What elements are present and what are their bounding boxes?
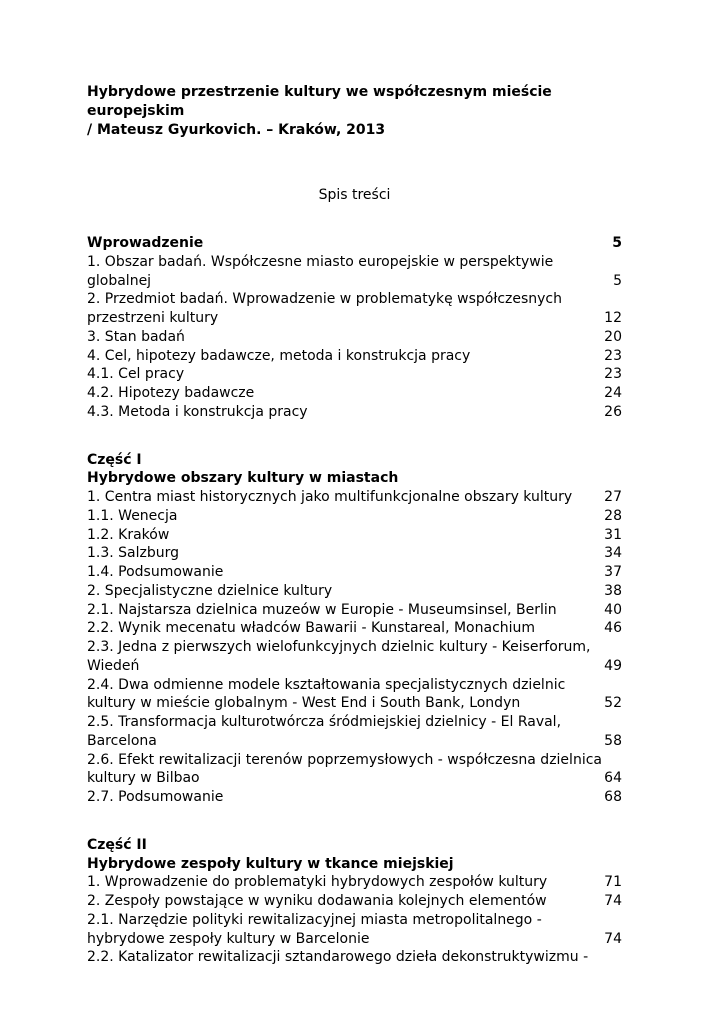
toc-page-number: 12 — [604, 310, 622, 326]
toc-entry-text: Wiedeń — [87, 657, 140, 674]
toc-page-number: 74 — [604, 893, 622, 909]
toc-entry-text: hybrydowe zespoły kultury w Barcelonie — [87, 930, 370, 947]
toc-entry — [87, 488, 622, 507]
toc-page-number: 64 — [604, 770, 622, 787]
toc-page-number: 58 — [604, 732, 622, 749]
toc-entry-text: globalnej — [87, 272, 152, 289]
toc-entry — [87, 788, 622, 807]
toc-entry — [87, 582, 622, 601]
toc-entry — [87, 290, 622, 328]
toc-page-number: 31 — [604, 526, 622, 543]
toc-section — [87, 451, 622, 807]
toc-heading: Spis treści — [318, 187, 391, 203]
toc-section — [87, 836, 622, 967]
toc-page-number: 52 — [604, 695, 622, 712]
toc-entry-text: 2. Zespoły powstające w wyniku dodawania kolejnych elementów — [87, 893, 547, 909]
toc-entry — [87, 365, 622, 384]
toc-entry-text: 4.3. Metoda i konstrukcja pracy — [87, 403, 308, 420]
toc-entry-text: 2.6. Efekt rewitalizacji terenów poprzemysłowych - współczesna dzielnica — [87, 751, 602, 768]
toc-entry-text: przestrzeni kultury — [87, 310, 219, 326]
toc-entry-text: 1.4. Podsumowanie — [87, 564, 224, 580]
toc-entry-text: 1.1. Wenecja — [87, 507, 178, 524]
toc-entry-text: 2.1. Najstarsza dzielnica muzeów w Europie - Museumsinsel, Berlin — [87, 601, 557, 618]
document-title — [87, 83, 622, 140]
toc-page-number: 26 — [604, 403, 622, 420]
toc-entry — [87, 384, 622, 403]
toc-entry-text: 1. Centra miast historycznych jako multifunkcjonalne obszary kultury — [87, 489, 573, 505]
section-title: Hybrydowe zespoły kultury w tkance miejskiej — [87, 855, 454, 872]
toc-page-number: 27 — [604, 489, 622, 505]
toc-entry — [87, 563, 622, 582]
toc-entry-text: 2. Przedmiot badań. Wprowadzenie w problematykę współczesnych — [87, 291, 563, 308]
toc-page-number: 24 — [604, 385, 622, 401]
title-line-2: / Mateusz Gyurkovich. – Kraków, 2013 — [87, 122, 386, 138]
toc-entry-text: 3. Stan badań — [87, 328, 185, 345]
toc-entry-text: Wprowadzenie — [87, 235, 204, 251]
toc-entry-text: kultury w mieście globalnym - West End i South Bank, Londyn — [87, 695, 521, 712]
toc-page-number: 5 — [613, 272, 622, 289]
title-line-1: Hybrydowe przestrzenie kultury we współczesnym mieście europejskim — [87, 84, 552, 119]
toc-entry-text: 4. Cel, hipotezy badawcze, metoda i konstrukcja pracy — [87, 347, 471, 364]
toc-entry — [87, 948, 622, 967]
toc-entry — [87, 751, 622, 789]
section-part-label: Część II — [87, 836, 147, 853]
toc-entry — [87, 676, 622, 714]
toc-entry — [87, 253, 622, 291]
toc-entry-text: 2.2. Wynik mecenatu władców Bawarii - Kunstareal, Monachium — [87, 620, 536, 637]
toc-page-number: 49 — [604, 657, 622, 674]
toc-entry — [87, 347, 622, 366]
toc-page-number: 20 — [604, 328, 622, 345]
toc-entry-text: 1. Wprowadzenie do problematyki hybrydowych zespołów kultury — [87, 874, 548, 891]
toc-entry — [87, 234, 622, 253]
toc-entry-text: kultury w Bilbao — [87, 770, 200, 787]
toc-entry — [87, 507, 622, 526]
toc-page-number: 46 — [604, 620, 622, 637]
toc-page-number: 5 — [612, 235, 622, 251]
toc-entry-text: Barcelona — [87, 732, 157, 749]
toc-entry-text: 2. Specjalistyczne dzielnice kultury — [87, 582, 333, 599]
toc-entry-text: 4.1. Cel pracy — [87, 366, 185, 383]
toc-entry-text: 2.5. Transformacja kulturotwórcza śródmiejskiej dzielnicy - El Raval, — [87, 714, 562, 730]
toc-entry — [87, 911, 622, 949]
toc-page-number: 68 — [604, 789, 622, 805]
toc-entry-text: 2.4. Dwa odmienne modele kształtowania specjalistycznych dzielnic — [87, 676, 566, 693]
toc-entry-text: 2.1. Narzędzie polityki rewitalizacyjnej miasta metropolitalnego - — [87, 911, 542, 928]
toc-entry — [87, 601, 622, 620]
toc-entry — [87, 873, 622, 892]
toc-entry-text: 1. Obszar badań. Współczesne miasto europejskie w perspektywie — [87, 253, 554, 270]
toc-entry — [87, 638, 622, 676]
toc-entry-text: 2.7. Podsumowanie — [87, 789, 224, 805]
toc-entry — [87, 544, 622, 563]
toc-entry-text: 1.3. Salzburg — [87, 545, 180, 562]
toc-entry — [87, 403, 622, 422]
toc-entry-text: 4.2. Hipotezy badawcze — [87, 385, 255, 401]
toc-page-number: 74 — [604, 930, 622, 947]
toc-entry — [87, 328, 622, 347]
toc-entry — [87, 892, 622, 911]
toc-entry — [87, 526, 622, 545]
toc-entry — [87, 713, 622, 751]
toc-page-number: 23 — [604, 347, 622, 364]
toc-page-number: 23 — [604, 366, 622, 383]
table-of-contents — [87, 234, 622, 967]
toc-entry-text: 2.2. Katalizator rewitalizacji sztandarowego dzieła dekonstruktywizmu - — [87, 949, 589, 966]
toc-page-number: 38 — [604, 582, 622, 599]
toc-entry — [87, 619, 622, 638]
toc-entry-text: 2.3. Jedna z pierwszych wielofunkcyjnych dzielnic kultury - Keiserforum, — [87, 639, 591, 655]
section-part-label: Część I — [87, 451, 142, 468]
toc-entry-text: 1.2. Kraków — [87, 526, 170, 543]
toc-page-number: 28 — [604, 507, 622, 524]
toc-page-number: 40 — [604, 601, 622, 618]
toc-section — [87, 234, 622, 422]
toc-page-number: 34 — [604, 545, 622, 562]
document-page — [87, 83, 622, 967]
section-title: Hybrydowe obszary kultury w miastach — [87, 470, 399, 487]
toc-page-number: 71 — [604, 874, 622, 891]
toc-page-number: 37 — [604, 564, 622, 580]
